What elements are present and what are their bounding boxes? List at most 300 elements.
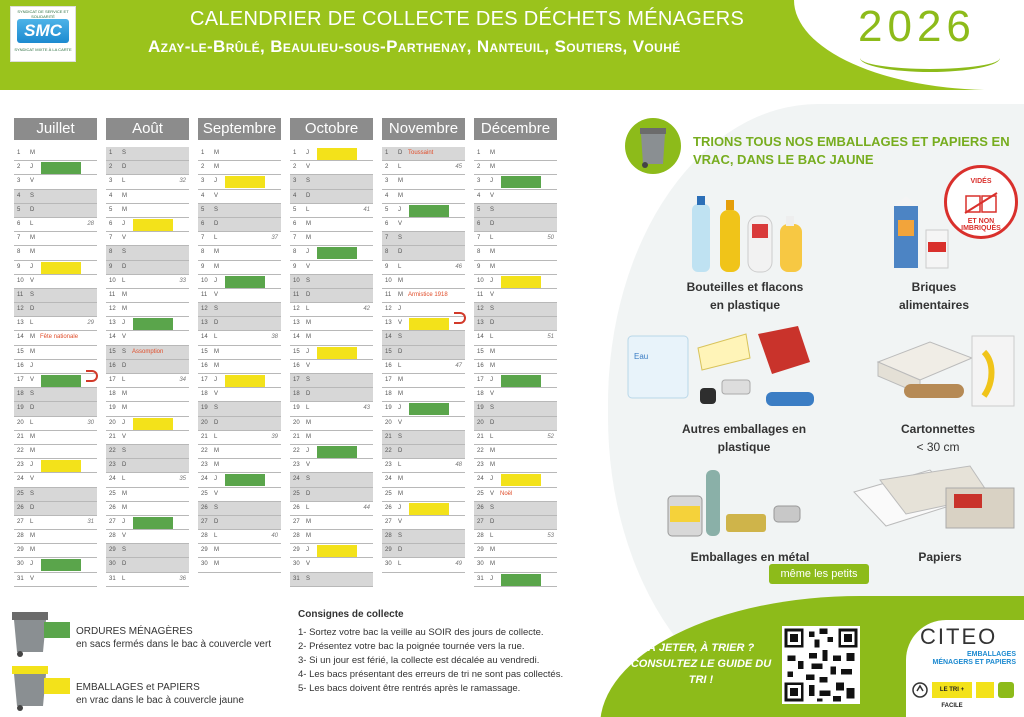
- day-letter: D: [214, 220, 219, 227]
- day-number: 5: [385, 206, 389, 213]
- week-number: 31: [87, 518, 94, 525]
- day-row: [198, 473, 281, 487]
- day-letter: S: [122, 150, 127, 156]
- day-letter: M: [214, 263, 219, 270]
- yellow-collection-marker: [225, 176, 265, 188]
- day-letter: L: [30, 220, 34, 227]
- day-row: [474, 431, 557, 445]
- day-letter: V: [30, 178, 35, 185]
- day-number: 10: [385, 277, 392, 284]
- day-row: [474, 331, 557, 345]
- day-row: [14, 530, 97, 544]
- day-row: [198, 218, 281, 232]
- day-row: [382, 261, 465, 275]
- day-row: [290, 573, 373, 587]
- day-letter: M: [122, 504, 127, 511]
- yellow-legend-swatch: [44, 678, 70, 694]
- day-letter: V: [214, 291, 219, 298]
- day-letter: D: [122, 164, 127, 171]
- day-row: [198, 331, 281, 345]
- holiday-label: Toussaint: [408, 150, 434, 156]
- day-letter: L: [398, 164, 402, 171]
- day-number: 19: [201, 405, 208, 412]
- day-number: 15: [17, 348, 24, 355]
- green-collection-marker: [133, 517, 173, 529]
- day-letter: D: [306, 192, 311, 199]
- green-collection-marker: [225, 474, 265, 486]
- day-letter: D: [398, 348, 403, 355]
- day-number: 23: [477, 462, 484, 469]
- day-letter: J: [122, 419, 125, 426]
- day-number: 23: [109, 462, 116, 469]
- collection-shift-arrow: [86, 370, 98, 382]
- smc-logo: [10, 6, 76, 62]
- day-letter: S: [306, 377, 311, 383]
- day-row: [474, 275, 557, 289]
- day-row: [106, 161, 189, 175]
- day-number: 7: [293, 235, 297, 242]
- day-number: 3: [477, 178, 481, 185]
- day-row: [290, 275, 373, 289]
- day-number: 15: [293, 348, 300, 355]
- day-number: 11: [477, 291, 484, 298]
- day-letter: J: [398, 504, 401, 511]
- day-number: 2: [109, 164, 113, 171]
- day-row: [106, 459, 189, 473]
- day-number: 20: [477, 419, 484, 426]
- day-letter: D: [30, 206, 35, 213]
- day-row: [382, 431, 465, 445]
- emptied-not-nested-stamp: [944, 165, 1018, 239]
- month-column: [290, 118, 373, 587]
- day-letter: J: [214, 377, 217, 383]
- cardboard-illustration: [874, 332, 1018, 412]
- day-row: [382, 473, 465, 487]
- day-row: [106, 190, 189, 204]
- consigne-1: 1- Sortez votre bac la veille au SOIR des jours de collecte.: [298, 627, 544, 638]
- day-letter: S: [122, 447, 127, 454]
- day-letter: J: [214, 178, 217, 185]
- day-number: 14: [293, 334, 300, 341]
- day-number: 13: [477, 320, 484, 327]
- day-row: [198, 360, 281, 374]
- day-number: 10: [17, 277, 24, 284]
- day-row: [106, 388, 189, 402]
- day-row: [106, 232, 189, 246]
- week-number: 38: [271, 334, 278, 341]
- eau-label: Eau: [634, 352, 649, 361]
- day-number: 7: [17, 235, 21, 242]
- day-number: 1: [385, 150, 389, 156]
- day-number: 22: [385, 447, 392, 454]
- day-letter: L: [30, 419, 34, 426]
- day-letter: M: [306, 419, 311, 426]
- info-tri-badge: [976, 682, 994, 698]
- citeo-sub-line1: EMBALLAGES: [967, 651, 1016, 658]
- day-row: [290, 147, 373, 161]
- day-number: 11: [293, 291, 300, 298]
- category-papiers: Papiers: [918, 550, 962, 564]
- day-row: [14, 516, 97, 530]
- day-letter: V: [214, 391, 219, 398]
- day-letter: M: [306, 334, 311, 341]
- day-row: [474, 558, 557, 572]
- day-number: 26: [201, 504, 208, 511]
- day-letter: J: [30, 164, 33, 171]
- week-number: 40: [271, 533, 278, 540]
- day-letter: M: [306, 320, 311, 327]
- category-autres: Autres emballages en plastique: [681, 422, 807, 454]
- week-number: 28: [87, 220, 94, 227]
- day-number: 5: [477, 206, 481, 213]
- yellow-bin-icon: [624, 118, 682, 174]
- day-row: [290, 204, 373, 218]
- day-number: 24: [385, 476, 392, 483]
- day-letter: L: [214, 334, 218, 341]
- day-number: 15: [201, 348, 208, 355]
- day-row: [382, 161, 465, 175]
- day-letter: L: [122, 575, 126, 582]
- day-number: 18: [477, 391, 484, 398]
- day-letter: J: [490, 377, 493, 383]
- day-letter: V: [30, 277, 35, 284]
- day-number: 2: [477, 164, 481, 171]
- day-letter: M: [122, 192, 127, 199]
- day-row: [198, 190, 281, 204]
- day-row: [198, 402, 281, 416]
- yellow-collection-marker: [133, 219, 173, 231]
- day-number: 18: [385, 391, 392, 398]
- day-row: [474, 388, 557, 402]
- day-row: [106, 175, 189, 189]
- day-row: [106, 218, 189, 232]
- day-number: 8: [385, 249, 389, 256]
- day-number: 6: [109, 220, 113, 227]
- day-letter: L: [306, 504, 310, 511]
- logo-mark: [17, 19, 69, 43]
- day-number: 19: [477, 405, 484, 412]
- day-number: 14: [17, 334, 24, 341]
- day-number: 3: [109, 178, 113, 185]
- day-row: [106, 473, 189, 487]
- day-letter: V: [490, 490, 495, 497]
- day-number: 2: [17, 164, 21, 171]
- day-row: [198, 431, 281, 445]
- day-number: 27: [385, 518, 392, 525]
- day-row: [14, 261, 97, 275]
- yellow-collection-marker: [501, 474, 541, 486]
- day-letter: M: [30, 547, 35, 554]
- day-number: 24: [477, 476, 484, 483]
- guide-du-tri-text: À JETER, À TRIER ? CONSULTEZ LE GUIDE DU TRI !: [630, 642, 772, 686]
- day-row: [106, 204, 189, 218]
- day-row: [382, 204, 465, 218]
- day-row: [198, 374, 281, 388]
- day-letter: V: [398, 220, 403, 227]
- yellow-collection-marker: [317, 347, 357, 359]
- day-row: [290, 218, 373, 232]
- day-number: 16: [201, 362, 208, 369]
- day-row: [14, 331, 97, 345]
- day-row: [290, 232, 373, 246]
- day-number: 13: [17, 320, 24, 327]
- day-number: 9: [293, 263, 297, 270]
- month-column: [106, 118, 189, 587]
- day-number: 12: [385, 306, 392, 313]
- day-number: 27: [17, 518, 24, 525]
- day-letter: M: [30, 533, 35, 540]
- day-row: [290, 388, 373, 402]
- day-number: 30: [477, 561, 484, 568]
- day-letter: L: [122, 178, 126, 185]
- day-letter: S: [30, 291, 35, 298]
- week-number: 37: [271, 235, 278, 242]
- green-legend-swatch: [44, 622, 70, 638]
- day-number: 7: [109, 235, 113, 242]
- day-number: 20: [109, 419, 116, 426]
- day-number: 25: [293, 490, 300, 497]
- day-number: 21: [385, 433, 392, 440]
- citeo-sub-line2: MÉNAGERS ET PAPIERS: [932, 659, 1016, 666]
- day-row: [198, 232, 281, 246]
- day-number: 14: [477, 334, 484, 341]
- day-number: 27: [109, 518, 116, 525]
- day-number: 28: [109, 533, 116, 540]
- day-letter: M: [214, 348, 219, 355]
- month-column: [474, 118, 557, 587]
- qr-code[interactable]: [782, 626, 860, 704]
- day-letter: L: [122, 277, 126, 284]
- day-row: [382, 190, 465, 204]
- day-row: [106, 431, 189, 445]
- day-row: [198, 317, 281, 331]
- day-row: [106, 488, 189, 502]
- day-number: 9: [17, 263, 21, 270]
- day-number: 28: [385, 533, 392, 540]
- consigne-2: 2- Présentez votre bac la poignée tournée vers la rue.: [298, 641, 525, 652]
- day-letter: L: [306, 206, 310, 213]
- day-letter: S: [398, 533, 403, 540]
- day-letter: D: [306, 291, 311, 298]
- day-number: 8: [293, 249, 297, 256]
- day-number: 4: [17, 192, 21, 199]
- day-row: [382, 388, 465, 402]
- month-name: Novembre: [382, 118, 465, 140]
- day-row: [198, 488, 281, 502]
- day-number: 9: [477, 263, 481, 270]
- day-row: [198, 161, 281, 175]
- day-row: [474, 261, 557, 275]
- day-row: [474, 317, 557, 331]
- day-letter: J: [398, 206, 401, 213]
- day-number: 21: [17, 433, 24, 440]
- day-letter: D: [306, 391, 311, 398]
- day-row: [290, 459, 373, 473]
- day-row: [290, 402, 373, 416]
- day-row: [198, 516, 281, 530]
- day-row: [474, 218, 557, 232]
- day-number: 19: [17, 405, 24, 412]
- day-number: 27: [201, 518, 208, 525]
- green-collection-marker: [501, 375, 541, 387]
- day-row: [14, 346, 97, 360]
- day-number: 17: [17, 377, 24, 383]
- day-row: [382, 558, 465, 572]
- citeo-subtitle: [908, 651, 1016, 667]
- day-letter: L: [490, 334, 494, 341]
- day-number: 7: [201, 235, 205, 242]
- day-letter: M: [490, 561, 495, 568]
- day-row: [382, 445, 465, 459]
- day-number: 29: [201, 547, 208, 554]
- tri-badges: [912, 680, 1016, 709]
- day-number: 5: [17, 206, 21, 213]
- day-number: 11: [385, 291, 392, 298]
- day-letter: J: [214, 277, 217, 284]
- day-number: 5: [293, 206, 297, 213]
- day-letter: V: [122, 235, 127, 242]
- day-letter: M: [30, 249, 35, 256]
- day-number: 12: [109, 306, 116, 313]
- day-number: 19: [385, 405, 392, 412]
- day-number: 10: [109, 277, 116, 284]
- day-number: 21: [477, 433, 484, 440]
- day-number: 21: [293, 433, 300, 440]
- day-row: [290, 544, 373, 558]
- day-letter: L: [490, 533, 494, 540]
- day-row: [290, 445, 373, 459]
- day-letter: M: [30, 235, 35, 242]
- day-number: 14: [385, 334, 392, 341]
- day-number: 22: [201, 447, 208, 454]
- day-letter: V: [214, 490, 219, 497]
- day-letter: M: [122, 391, 127, 398]
- day-letter: M: [490, 150, 495, 156]
- day-letter: D: [214, 518, 219, 525]
- day-number: 4: [477, 192, 481, 199]
- day-number: 19: [293, 405, 300, 412]
- day-row: [14, 289, 97, 303]
- day-row: [474, 289, 557, 303]
- day-number: 9: [201, 263, 205, 270]
- day-row: [14, 246, 97, 260]
- day-letter: D: [122, 561, 127, 568]
- day-number: 10: [477, 277, 484, 284]
- week-number: 41: [363, 206, 370, 213]
- day-row: [14, 417, 97, 431]
- day-letter: S: [490, 504, 495, 511]
- green-collection-marker: [317, 247, 357, 259]
- yellow-collection-marker: [501, 276, 541, 288]
- week-number: 45: [455, 164, 462, 171]
- day-row: [198, 459, 281, 473]
- day-letter: V: [490, 391, 495, 398]
- day-number: 17: [201, 377, 208, 383]
- day-row: [14, 275, 97, 289]
- day-number: 17: [109, 377, 116, 383]
- day-row: [474, 190, 557, 204]
- day-row: [198, 445, 281, 459]
- green-collection-marker: [409, 205, 449, 217]
- week-number: 50: [547, 235, 554, 242]
- day-row: [14, 402, 97, 416]
- yellow-collection-marker: [317, 148, 357, 160]
- day-row: [14, 175, 97, 189]
- day-row: [14, 147, 97, 161]
- day-row: [474, 346, 557, 360]
- day-letter: V: [490, 291, 495, 298]
- day-letter: M: [306, 220, 311, 227]
- day-letter: D: [398, 249, 403, 256]
- day-letter: D: [398, 447, 403, 454]
- day-number: 29: [385, 547, 392, 554]
- category-cartonnettes: Cartonnettes: [900, 422, 975, 436]
- day-letter: L: [122, 377, 126, 383]
- day-letter: M: [122, 405, 127, 412]
- green-collection-marker: [41, 162, 81, 174]
- green-legend-desc: en sacs fermés dans le bac à couvercle vert: [76, 639, 272, 650]
- week-number: 43: [363, 405, 370, 412]
- day-number: 11: [17, 291, 24, 298]
- month-column: [14, 118, 97, 587]
- day-letter: M: [214, 561, 219, 568]
- day-row: [290, 473, 373, 487]
- day-number: 7: [385, 235, 389, 242]
- day-letter: M: [30, 348, 35, 355]
- day-row: [290, 374, 373, 388]
- day-row: [106, 289, 189, 303]
- day-row: [382, 275, 465, 289]
- day-row: [106, 573, 189, 587]
- day-number: 4: [293, 192, 297, 199]
- cartonnettes-size-limit: < 30 cm: [916, 440, 960, 454]
- day-number: 22: [477, 447, 484, 454]
- day-number: 24: [17, 476, 24, 483]
- day-row: [474, 175, 557, 189]
- day-letter: M: [214, 462, 219, 469]
- day-number: 19: [109, 405, 116, 412]
- week-number: 32: [179, 178, 186, 185]
- week-number: 53: [547, 533, 554, 540]
- day-letter: M: [214, 447, 219, 454]
- day-number: 13: [201, 320, 208, 327]
- day-letter: M: [214, 547, 219, 554]
- day-letter: M: [30, 150, 35, 156]
- day-number: 16: [17, 362, 24, 369]
- day-row: [382, 516, 465, 530]
- day-number: 4: [385, 192, 389, 199]
- day-row: [14, 431, 97, 445]
- day-row: [198, 147, 281, 161]
- day-letter: L: [214, 533, 218, 540]
- day-letter: S: [490, 306, 495, 313]
- day-row: [290, 317, 373, 331]
- holiday-label: Fête nationale: [40, 334, 79, 341]
- day-letter: L: [214, 433, 218, 440]
- day-row: [14, 161, 97, 175]
- day-letter: M: [122, 206, 127, 213]
- day-row: [474, 544, 557, 558]
- day-row: [198, 346, 281, 360]
- day-letter: M: [490, 362, 495, 369]
- day-row: [290, 516, 373, 530]
- day-number: 30: [109, 561, 116, 568]
- day-letter: D: [306, 490, 311, 497]
- day-number: 12: [477, 306, 484, 313]
- day-letter: S: [30, 490, 35, 497]
- green-collection-marker: [41, 375, 81, 387]
- day-row: [14, 388, 97, 402]
